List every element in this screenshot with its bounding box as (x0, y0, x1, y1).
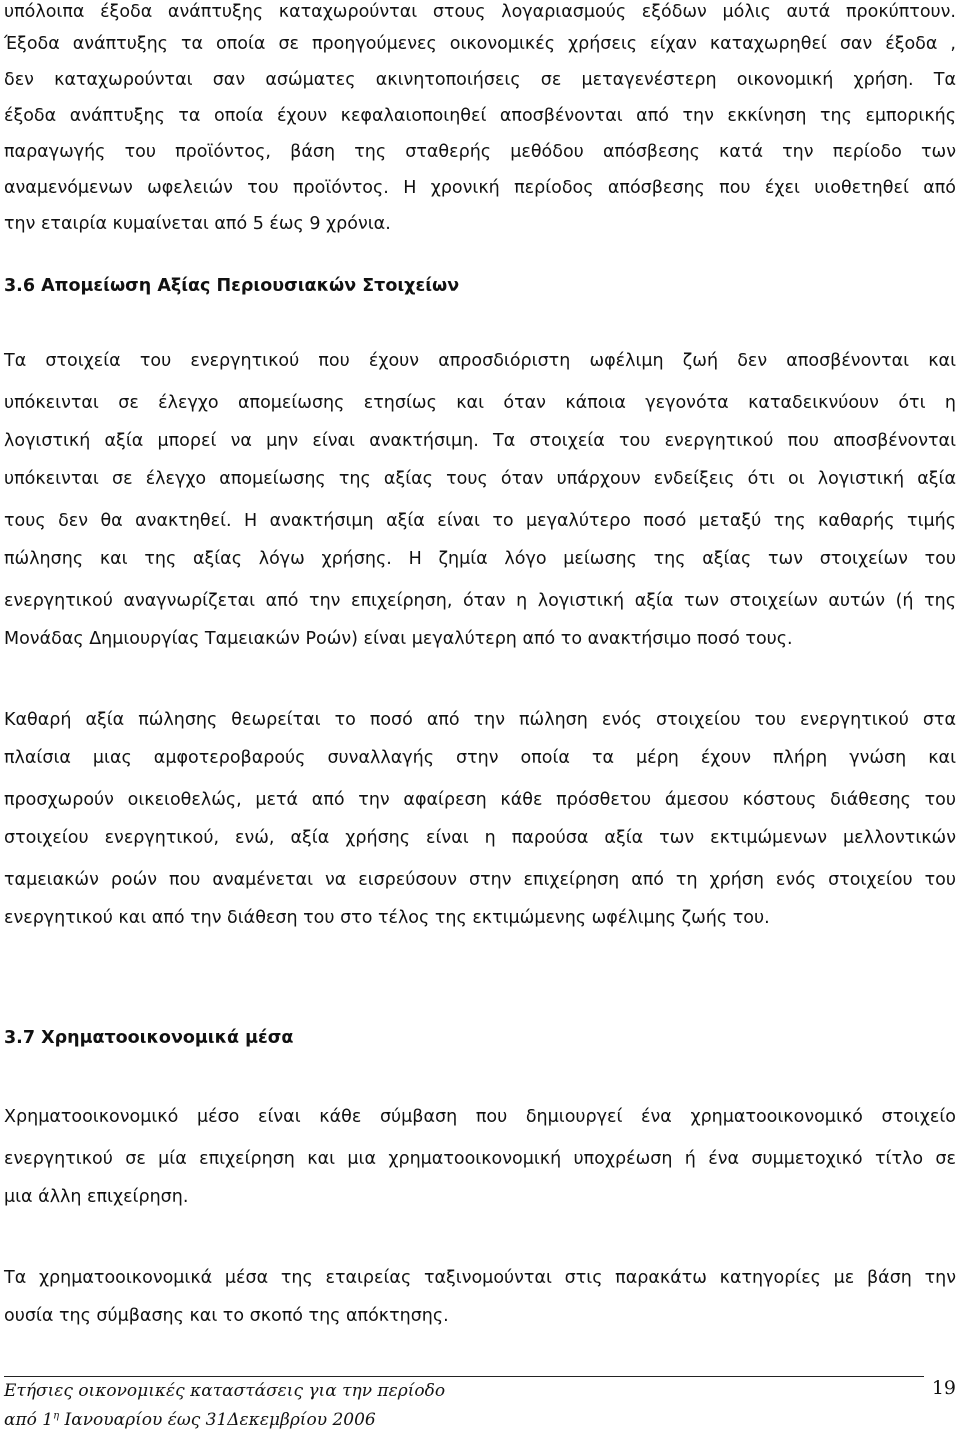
footer-period-suffix: Ιανουαρίου έως 31Δεκεμβρίου 2006 (59, 1410, 376, 1430)
footer-title: Ετήσιες οικονομικές καταστάσεις για την περίοδο (4, 1381, 446, 1401)
text-line: Καθαρή αξία πώλησης θεωρείται το ποσό από την πώληση ενός στοιχείου του ενεργητικού στα (4, 710, 956, 730)
text-line: μια άλλη επιχείρηση. (4, 1187, 189, 1207)
footer-period-sup: η (53, 1410, 60, 1422)
text-line: παραγωγής του προϊόντος, βάση της σταθερής μεθόδου απόσβεσης κατά την περίοδο των (4, 142, 956, 162)
text-line: προσχωρούν οικειοθελώς, μετά από την αφαίρεση κάθε πρόσθετου άμεσου κόστους διάθεσης του (4, 790, 956, 810)
text-line: δεν καταχωρούνται σαν ασώματες ακινητοποιήσεις σε μεταγενέστερη οικονομική χρήση. Τα (4, 70, 956, 90)
text-line: Έξοδα ανάπτυξης τα οποία σε προηγούμενες οικονομικές χρήσεις είχαν καταχωρηθεί σαν έξοδα , (4, 34, 956, 54)
footer-period-prefix: από 1 (4, 1410, 54, 1430)
text-line: πλαίσια μιας αμφοτεροβαρούς συναλλαγής στην οποία τα μέρη έχουν πλήρη γνώση και (4, 748, 956, 768)
text-line: ταμειακών ροών που αναμένεται να εισρεύσουν στην επιχείρηση από τη χρήση ενός στοιχείου του (4, 870, 956, 890)
text-line: Μονάδας Δημιουργίας Ταμειακών Ροών) είναι μεγαλύτερη από το ανακτήσιμο ποσό τους. (4, 629, 793, 649)
text-line: Χρηματοοικονομικό μέσο είναι κάθε σύμβαση που δημιουργεί ένα χρηματοοικονομικό στοιχείο (4, 1107, 956, 1127)
text-line: ενεργητικού αναγνωρίζεται από την επιχείρηση, όταν η λογιστική αξία των στοιχείων αυτών (ή της (4, 591, 956, 611)
page-number: 19 (931, 1377, 956, 1399)
section-heading-3-7: 3.7 Χρηματοοικονομικά μέσα (4, 1028, 294, 1048)
text-line: πώλησης και της αξίας λόγω χρήσης. Η ζημία λόγο μείωσης της αξίας των στοιχείων του (4, 549, 956, 569)
text-line: Τα χρηματοοικονομικά μέσα της εταιρείας ταξινομούνται στις παρακάτω κατηγορίες με βάση την (4, 1268, 956, 1288)
text-line: αναμενόμενων ωφελειών του προϊόντος. Η χρονική περίοδος απόσβεσης που έχει υιοθετηθεί από (4, 178, 956, 198)
footer-rule (4, 1376, 924, 1377)
text-line: τους δεν θα ανακτηθεί. Η ανακτήσιμη αξία είναι το μεγαλύτερο ποσό μεταξύ της καθαρής τιμής (4, 511, 956, 531)
footer-period (4, 1409, 376, 1431)
text-line: ουσία της σύμβασης και το σκοπό της απόκτησης. (4, 1306, 449, 1326)
text-line: ενεργητικού σε μία επιχείρηση και μια χρηματοοικονομική υποχρέωση ή ένα συμμετοχικό τίτλο σε (4, 1149, 956, 1169)
text-line: Τα στοιχεία του ενεργητικού που έχουν απροσδιόριστη ωφέλιμη ζωή δεν αποσβένονται και (4, 351, 956, 371)
text-line: την εταιρία κυμαίνεται από 5 έως 9 χρόνια. (4, 214, 391, 234)
text-line: υπόκεινται σε έλεγχο απομείωσης ετησίως και όταν κάποια γεγονότα καταδεικνύουν ότι η (4, 393, 956, 413)
text-line: στοιχείου ενεργητικού, ενώ, αξία χρήσης είναι η παρούσα αξία των εκτιμώμενων μελλοντικών (4, 828, 956, 848)
text-line: έξοδα ανάπτυξης τα οποία έχουν κεφαλαιοποιηθεί αποσβένονται από την εκκίνηση της εμπορικής (4, 106, 956, 126)
section-heading-3-6: 3.6 Απομείωση Αξίας Περιουσιακών Στοιχείων (4, 276, 460, 296)
text-line: ενεργητικού και από την διάθεση του στο τέλος της εκτιμώμενης ωφέλιμης ζωής του. (4, 908, 770, 928)
text-line: υπόκεινται σε έλεγχο απομείωσης της αξίας τους όταν υπάρχουν ενδείξεις ότι οι λογιστική αξία (4, 469, 956, 489)
text-line: λογιστική αξία μπορεί να μην είναι ανακτήσιμη. Τα στοιχεία του ενεργητικού που αποσβένονται (4, 431, 956, 451)
text-line: υπόλοιπα έξοδα ανάπτυξης καταχωρούνται στους λογαριασμούς εξόδων μόλις αυτά προκύπτουν. (4, 2, 956, 22)
